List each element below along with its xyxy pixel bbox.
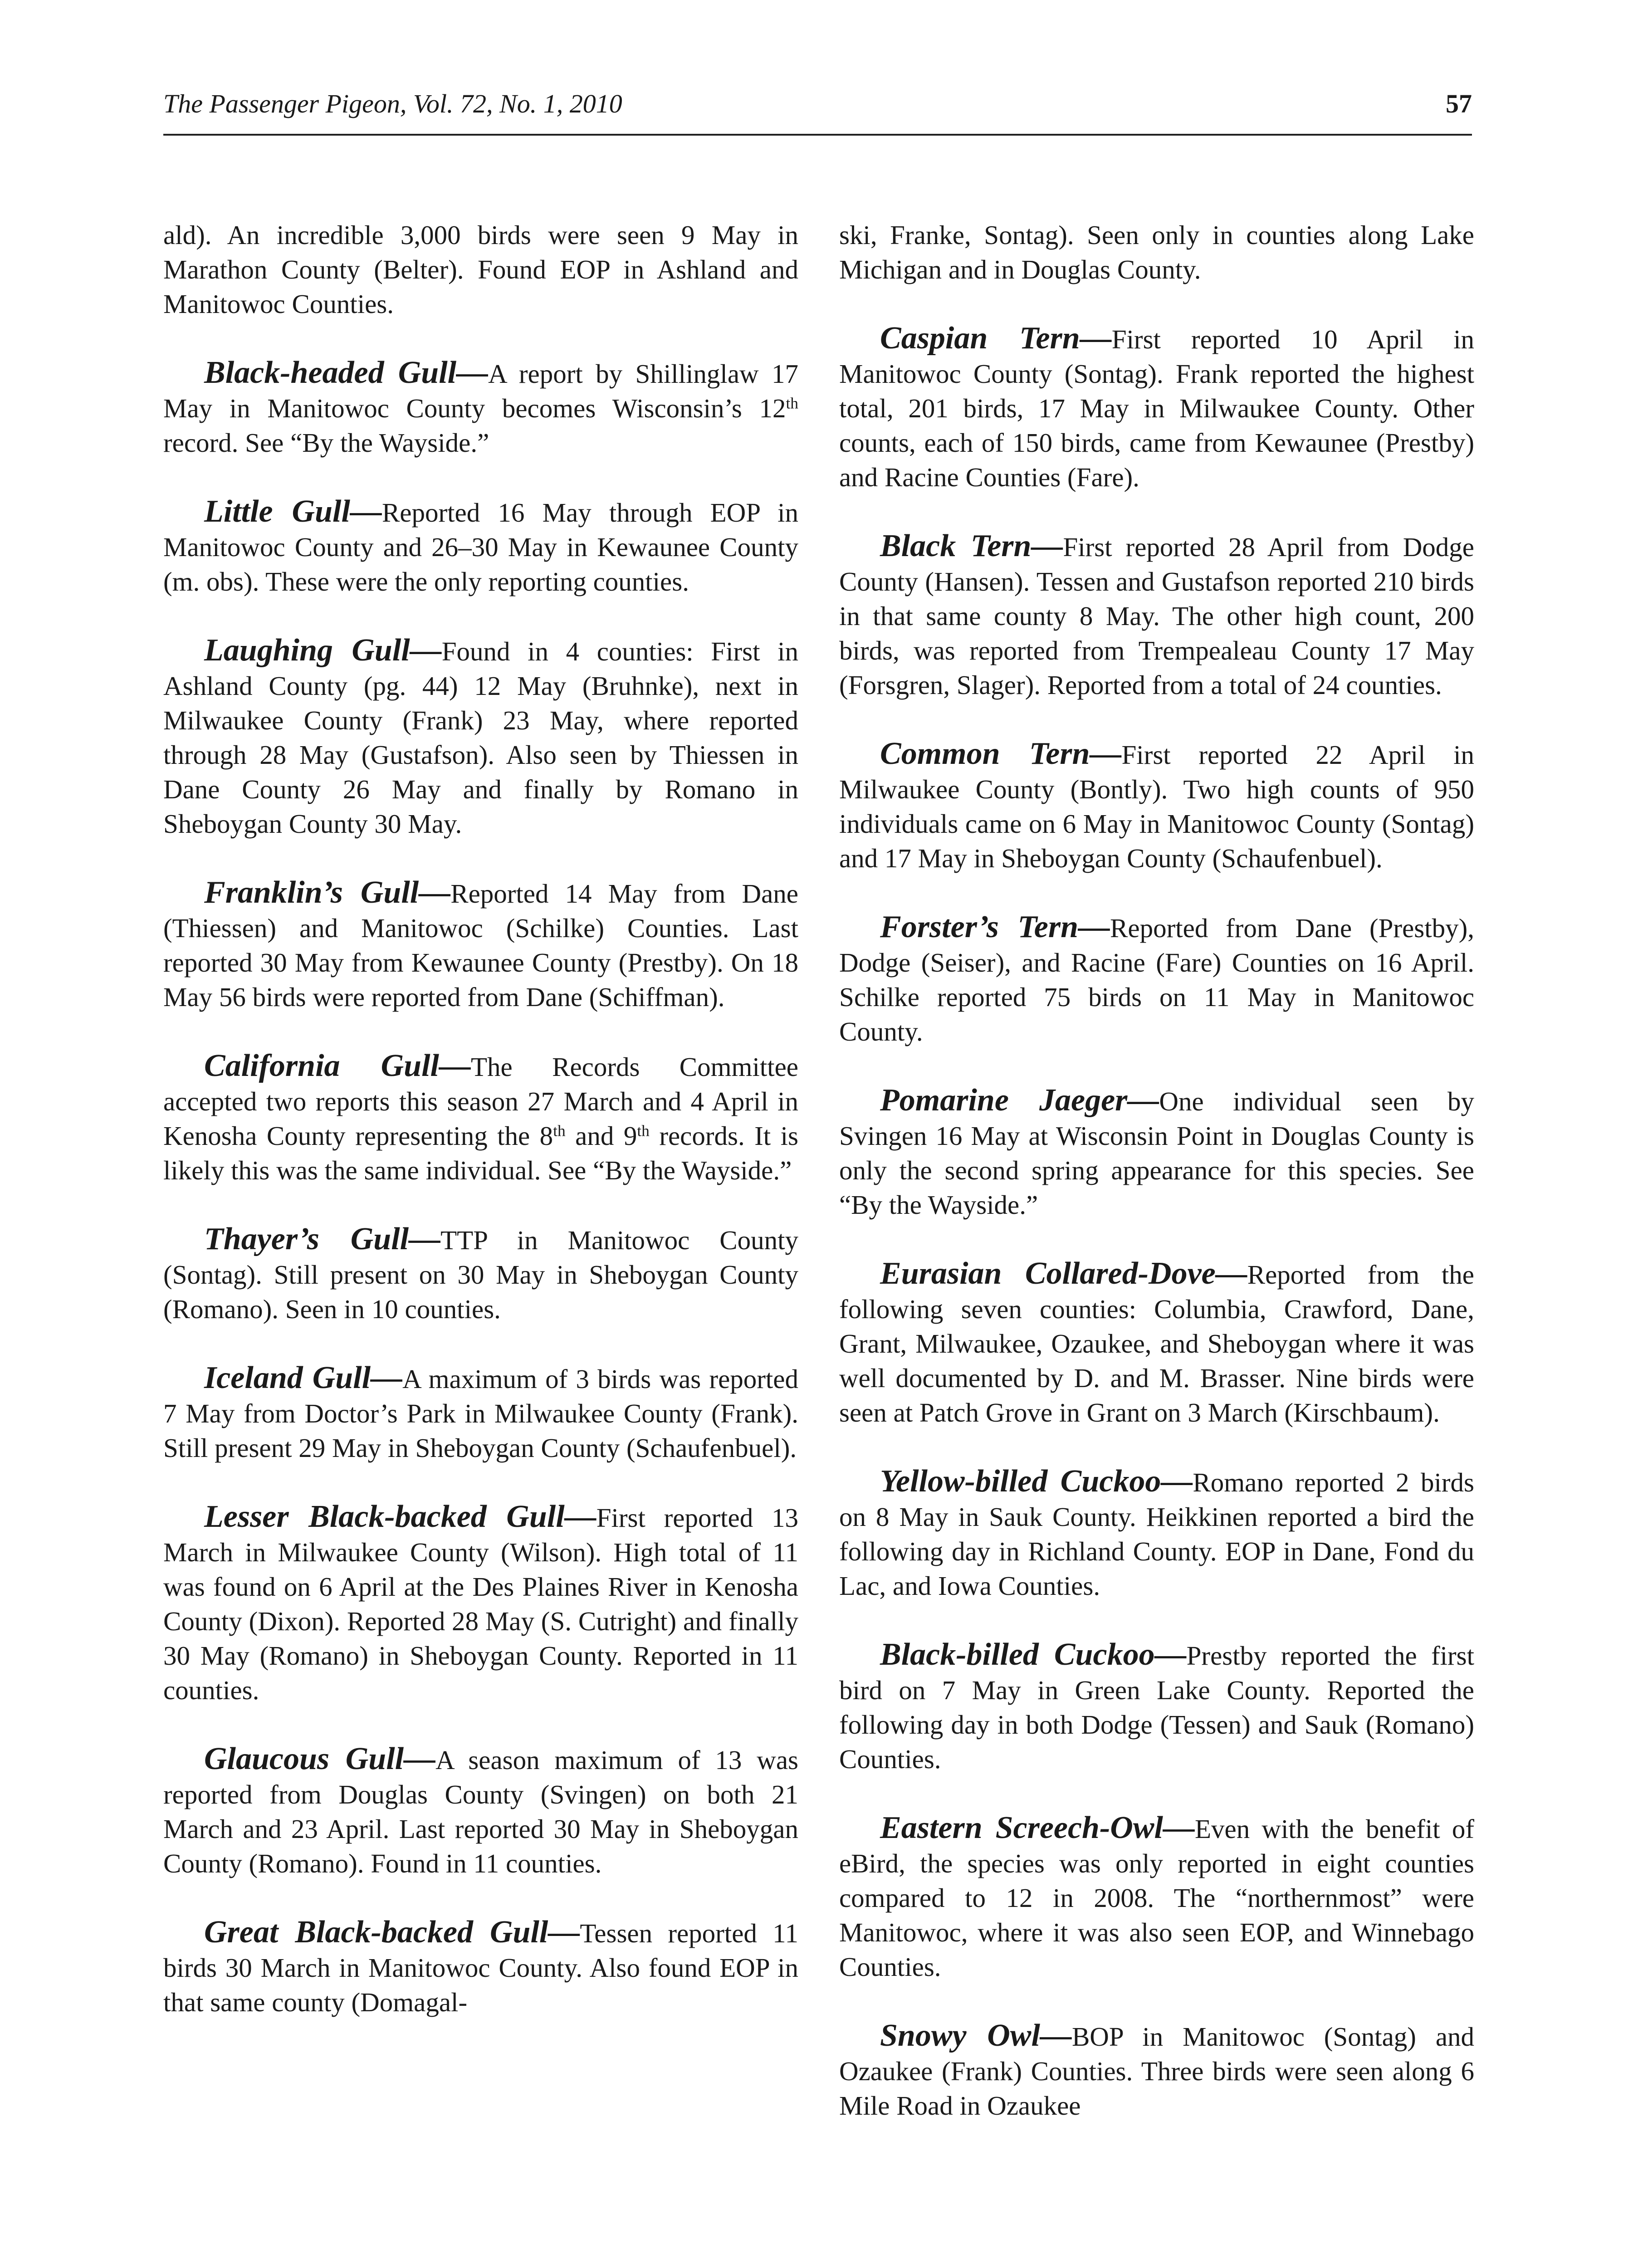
superscript: th [637, 1121, 650, 1140]
species-account [163, 1049, 798, 1188]
species-account [839, 1256, 1474, 1430]
species-account [163, 1915, 798, 2019]
species-name: Snowy Owl— [880, 2018, 1072, 2053]
account-text: One individual seen by Svingen 16 May at Wisconsin Point in Douglas County is only the second spring appearance for this species. See “By the Wayside.” [839, 1086, 1474, 1220]
right-column [839, 218, 1474, 2157]
species-name: Caspian Tern— [880, 321, 1112, 356]
account-text: Even with the benefit of eBird, the species was only reported in eight counties compared to 12 in 2008. The “northernmost” were Manitowoc, where it was also seen EOP, and Winnebago Counties. [839, 1814, 1474, 1982]
species-name: Franklin’s Gull— [204, 875, 451, 910]
account-text: First reported 10 April in Manitowoc County (Sontag). Frank reported the highest total, 201 birds, 17 May in Milwaukee County. Other counts, each of 150 birds, came from Kewaunee (Prestby) and Racine Counties (Fare). [839, 324, 1474, 492]
running-header [163, 88, 1472, 136]
superscript: th [786, 394, 798, 412]
page-number: 57 [1446, 89, 1472, 118]
left-column [163, 218, 798, 2054]
species-account [839, 910, 1474, 1049]
species-name: Pomarine Jaeger— [880, 1083, 1159, 1118]
journal-title: The Passenger Pigeon, Vol. 72, No. 1, 2010 [163, 89, 622, 118]
account-text: First reported 13 March in Milwaukee County (Wilson). High total of 11 was found on 6 April at the Des Plaines River in Kenosha County (Dixon). Reported 28 May (S. Cutright) and finally 30 May (Romano) in Sheboygan County. Reported in 11 counties. [163, 1503, 798, 1705]
account-text: The Records Committee accepted two reports this season 27 March and 4 April in Kenosha County representing the 8 [163, 1052, 798, 1151]
continuation-paragraph: ski, Franke, Sontag). Seen only in counties along Lake Michigan and in Douglas County. [839, 220, 1474, 284]
species-name: Thayer’s Gull— [204, 1222, 441, 1256]
species-account [163, 1222, 798, 1326]
species-name: Forster’s Tern— [880, 909, 1110, 944]
species-name: Common Tern— [880, 736, 1122, 771]
species-account [839, 737, 1474, 875]
account-text: First reported 22 April in Milwaukee County (Bontly). Two high counts of 950 individuals came on 6 May in Manitowoc County (Sontag) and 17 May in Sheboygan County (Schaufenbuel). [839, 740, 1474, 873]
account-text: records. It is likely this was the same individual. See “By the Wayside.” [163, 1121, 798, 1185]
species-name: Lesser Black-backed Gull— [204, 1499, 596, 1534]
species-name: Black-billed Cuckoo— [880, 1637, 1187, 1672]
species-name: Yellow-billed Cuckoo— [880, 1464, 1193, 1499]
species-account [839, 529, 1474, 702]
superscript: th [553, 1121, 566, 1140]
species-name: Iceland Gull— [204, 1360, 403, 1395]
account-text: Romano reported 2 birds on 8 May in Sauk County. Heikkinen reported a bird the following day in Richland County. EOP in Dane, Fond du Lac, and Iowa Counties. [839, 1467, 1474, 1601]
species-account [163, 356, 798, 460]
species-name: Black Tern— [880, 528, 1063, 563]
account-text: Found in 4 counties: First in Ashland County (pg. 44) 12 May (Bruhnke), next in Milwaukee County (Frank) 23 May, where reported through 28 May (Gustafson). Also seen by Thiessen in Dane County 26 May and finally by Romano in Sheboygan County 30 May. [163, 636, 798, 839]
account-text: A maximum of 3 birds was reported 7 May from Doctor’s Park in Milwaukee County (Frank). Still present 29 May in Sheboygan County (Schaufenbuel). [163, 1364, 798, 1463]
species-account [163, 633, 798, 841]
species-name: Eastern Screech-Owl— [880, 1810, 1195, 1845]
account-text: Reported from Dane (Prestby), Dodge (Seiser), and Racine (Fare) Counties on 16 April. Schilke reported 75 birds on 11 May in Manitowoc County. [839, 913, 1474, 1046]
account-text: A report by Shillinglaw 17 May in Manitowoc County becomes Wisconsin’s 12 [163, 359, 799, 423]
account-text: record. See “By the Wayside.” [163, 428, 489, 458]
species-account [163, 875, 798, 1014]
species-account [839, 1464, 1474, 1603]
species-account [163, 1500, 798, 1707]
species-account [839, 1811, 1474, 1984]
species-account [163, 1742, 798, 1881]
species-account [163, 494, 798, 599]
account-text: Reported from the following seven counties: Columbia, Crawford, Dane, Grant, Milwaukee, Ozaukee, and Sheboygan where it was well documented by D. and M. Brasser. Nine birds were seen at Patch Grove in Grant on 3 March (Kirschbaum). [839, 1260, 1474, 1427]
species-name: Glaucous Gull— [204, 1741, 436, 1776]
species-name: Eurasian Collared-Dove— [880, 1256, 1247, 1291]
species-name: Black-headed Gull— [204, 355, 489, 390]
species-account [163, 1361, 798, 1465]
species-account [839, 1637, 1474, 1776]
species-account [839, 321, 1474, 494]
species-name: Laughing Gull— [204, 633, 442, 668]
account-text: A season maximum of 13 was reported from Douglas County (Svingen) on both 21 March and 23 April. Last reported 30 May in Sheboygan County (Romano). Found in 11 counties. [163, 1745, 798, 1878]
account-text: Prestby reported the first bird on 7 May in Green Lake County. Reported the following day in both Dodge (Tessen) and Sauk (Romano) Counties. [839, 1641, 1474, 1774]
account-text: TTP in Manitowoc County (Sontag). Still present on 30 May in Sheboygan County (Romano). Seen in 10 counties. [163, 1225, 798, 1324]
species-name: Little Gull— [204, 494, 382, 529]
species-name: Great Black-backed Gull— [204, 1915, 580, 1950]
account-text: Reported 14 May from Dane (Thiessen) and Manitowoc (Schilke) Counties. Last reported 30 May from Kewaunee County (Prestby). On 18 May 56 birds were reported from Dane (Schiffman). [163, 879, 798, 1012]
account-text: Tessen reported 11 birds 30 March in Manitowoc County. Also found EOP in that same county (Domagal- [163, 1918, 798, 2017]
account-text: and 9 [565, 1121, 637, 1151]
continuation-paragraph: ald). An incredible 3,000 birds were seen 9 May in Marathon County (Belter). Found EOP in Ashland and Manitowoc Counties. [163, 220, 798, 319]
species-name: California Gull— [204, 1048, 471, 1083]
account-text: BOP in Manitowoc (Sontag) and Ozaukee (Frank) Counties. Three birds were seen along 6 Mile Road in Ozaukee [839, 2022, 1475, 2121]
account-text: First reported 28 April from Dodge County (Hansen). Tessen and Gustafson reported 210 birds in that same county 8 May. The other high count, 200 birds, was reported from Trempealeau County 17 May (Forsgren, Slager). Reported from a total of 24 counties. [839, 532, 1474, 700]
account-text: Reported 16 May through EOP in Manitowoc County and 26–30 May in Kewaunee County (m. obs). These were the only reporting counties. [163, 498, 798, 596]
species-account [839, 2019, 1474, 2123]
species-account [839, 1083, 1474, 1222]
